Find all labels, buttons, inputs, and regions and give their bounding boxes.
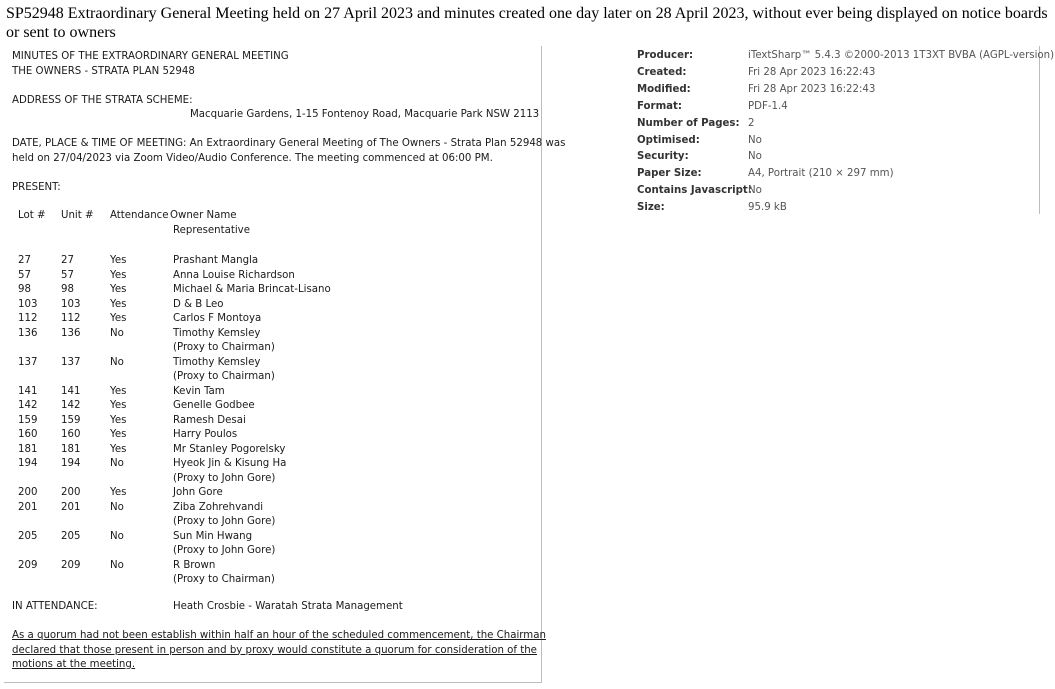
owner-name-cell: Hyeok Jin & Kisung Ha [173, 458, 287, 469]
property-key: Size: [637, 202, 665, 214]
lot-cell: 159 [18, 414, 38, 426]
attendance-cell: No [110, 501, 124, 513]
lot-cell: 27 [18, 255, 31, 266]
property-row [637, 148, 1037, 165]
lot-cell: 201 [18, 501, 38, 513]
attendance-cell: Yes [110, 400, 127, 411]
unit-cell: 137 [61, 356, 81, 368]
column-header-owner: Owner Name [170, 210, 237, 221]
property-key: Format: [637, 100, 683, 112]
lot-cell: 57 [18, 269, 31, 281]
lot-cell: 209 [18, 559, 38, 571]
unit-cell: 205 [61, 530, 81, 542]
owner-name-cell: Timothy Kemsley [173, 327, 261, 339]
address-label: ADDRESS OF THE STRATA SCHEME: [12, 95, 193, 106]
column-header-representative: Representative [173, 224, 250, 236]
property-row [637, 199, 1037, 216]
in-attendance-label: IN ATTENDANCE: [12, 601, 98, 612]
lot-cell: 205 [18, 530, 38, 542]
table-row [4, 254, 534, 269]
property-key: Security: [637, 151, 689, 163]
property-key: Number of Pages: [637, 117, 740, 129]
quorum-statement-line: declared that those present in person and by proxy would constitute a quorum for consideration of the [12, 644, 537, 656]
meeting-details-line: held on 27/04/2023 via Zoom Video/Audio Conference. The meeting commenced at 06:00 PM. [12, 152, 493, 164]
table-row-proxy [4, 370, 534, 385]
document-subheading: THE OWNERS - STRATA PLAN 52948 [12, 65, 195, 77]
unit-cell: 141 [61, 385, 81, 397]
quorum-statement-line: motions at the meeting. [12, 659, 136, 670]
proxy-cell: (Proxy to John Gore) [173, 545, 276, 556]
column-header-unit: Unit # [61, 210, 94, 221]
property-value: Fri 28 Apr 2023 16:22:43 [748, 66, 876, 78]
document-page [4, 46, 566, 683]
owner-name-cell: Ziba Zohrehvandi [173, 501, 264, 513]
lot-cell: 98 [18, 284, 31, 295]
table-row [4, 312, 534, 327]
meeting-details-line: DATE, PLACE & TIME OF MEETING: An Extraordinary General Meeting of The Owners - Strata Plan 52948 was [12, 138, 566, 149]
attendance-cell: No [110, 530, 124, 542]
attendance-cell: No [110, 327, 124, 339]
table-row [4, 428, 534, 443]
table-row [4, 298, 534, 313]
property-row [637, 98, 1037, 115]
table-row [4, 443, 534, 458]
column-header-lot: Lot # [18, 210, 46, 221]
property-row [637, 64, 1037, 81]
lot-cell: 142 [18, 400, 38, 411]
table-row-proxy [4, 341, 534, 356]
lot-cell: 194 [18, 458, 38, 469]
unit-cell: 201 [61, 501, 81, 513]
property-value: A4, Portrait (210 × 297 mm) [748, 168, 894, 180]
proxy-cell: (Proxy to John Gore) [173, 472, 276, 484]
table-row [4, 385, 534, 400]
proxy-cell: (Proxy to John Gore) [173, 516, 276, 527]
owner-name-cell: Carlos F Montoya [173, 313, 262, 324]
table-row-proxy [4, 515, 534, 530]
table-row [4, 327, 534, 342]
unit-cell: 160 [61, 429, 81, 440]
present-label: PRESENT: [12, 182, 61, 193]
unit-cell: 98 [61, 284, 74, 295]
owner-name-cell: Ramesh Desai [173, 414, 246, 426]
table-row [4, 399, 534, 414]
attendance-cell: No [110, 559, 124, 571]
property-value: Fri 28 Apr 2023 16:22:43 [748, 83, 876, 95]
owner-name-cell: D & B Leo [173, 298, 224, 310]
quorum-statement-line: As a quorum had not been establish within half an hour of the scheduled commencement, the Chairman [12, 630, 546, 641]
property-row [637, 81, 1037, 98]
unit-cell: 200 [61, 487, 81, 498]
owner-name-cell: John Gore [173, 487, 223, 498]
page-title: SP52948 Extraordinary General Meeting held on 27 April 2023 and minutes created one day later on 28 April 2023, without ever being displayed on notice boards or sent to owners [6, 5, 1048, 41]
table-row [4, 356, 534, 371]
property-value: No [748, 134, 762, 146]
owner-name-cell: Anna Louise Richardson [173, 269, 295, 281]
lot-cell: 103 [18, 298, 38, 310]
owner-name-cell: Kevin Tam [173, 385, 225, 397]
lot-cell: 136 [18, 327, 38, 339]
unit-cell: 27 [61, 255, 74, 266]
property-value: PDF-1.4 [748, 100, 788, 112]
attendance-cell: Yes [110, 443, 127, 455]
property-key: Created: [637, 66, 687, 78]
lot-cell: 181 [18, 443, 38, 455]
attendance-cell: No [110, 356, 124, 368]
property-value: 2 [748, 117, 755, 129]
table-row [4, 283, 534, 298]
property-key: Contains Javascript: [637, 185, 752, 197]
proxy-cell: (Proxy to Chairman) [173, 371, 275, 382]
property-value: No [748, 151, 762, 163]
property-value: iTextSharp™ 5.4.3 ©2000-2013 1T3XT BVBA (AGPL-version) [748, 50, 1055, 61]
owner-name-cell: Mr Stanley Pogorelsky [173, 443, 286, 455]
owner-name-cell: Timothy Kemsley [173, 356, 261, 368]
proxy-cell: (Proxy to Chairman) [173, 574, 275, 585]
lot-cell: 141 [18, 385, 38, 397]
property-value: 95.9 kB [748, 202, 787, 214]
owner-name-cell: Michael & Maria Brincat-Lisano [173, 284, 331, 295]
table-row [4, 501, 534, 516]
lot-cell: 112 [18, 313, 38, 324]
unit-cell: 209 [61, 559, 81, 571]
unit-cell: 57 [61, 269, 74, 281]
proxy-cell: (Proxy to Chairman) [173, 342, 275, 353]
table-row [4, 486, 534, 501]
property-row [637, 47, 1055, 64]
owner-name-cell: Sun Min Hwang [173, 530, 253, 542]
in-attendance-value: Heath Crosbie - Waratah Strata Management [173, 601, 403, 612]
owner-name-cell: Harry Poulos [173, 429, 238, 440]
property-row [637, 165, 1037, 182]
table-row [4, 457, 534, 472]
column-header-attendance: Attendance [110, 210, 169, 221]
attendance-cell: Yes [110, 313, 127, 324]
attendance-cell: Yes [110, 414, 127, 426]
property-row [637, 115, 1037, 132]
property-key: Paper Size: [637, 168, 702, 180]
unit-cell: 112 [61, 313, 81, 324]
document-properties-panel [633, 46, 1055, 214]
property-row [637, 132, 1037, 149]
unit-cell: 181 [61, 443, 81, 455]
table-row [4, 414, 534, 429]
unit-cell: 142 [61, 400, 81, 411]
unit-cell: 194 [61, 458, 81, 469]
lot-cell: 160 [18, 429, 38, 440]
lot-cell: 200 [18, 487, 38, 498]
owner-name-cell: Prashant Mangla [173, 255, 259, 266]
unit-cell: 103 [61, 298, 81, 310]
unit-cell: 159 [61, 414, 81, 426]
property-value: No [748, 185, 762, 197]
lot-cell: 137 [18, 356, 38, 368]
owner-name-cell: R Brown [173, 559, 216, 571]
owner-name-cell: Genelle Godbee [173, 400, 255, 411]
attendance-cell: Yes [110, 269, 127, 281]
property-key: Optimised: [637, 134, 700, 146]
property-row [637, 182, 1037, 199]
property-key: Modified: [637, 83, 691, 95]
address-value: Macquarie Gardens, 1-15 Fontenoy Road, Macquarie Park NSW 2113 [190, 109, 540, 120]
table-row [4, 559, 534, 574]
table-row-proxy [4, 573, 534, 588]
table-row [4, 269, 534, 284]
attendance-cell: Yes [110, 255, 127, 266]
attendance-cell: Yes [110, 487, 127, 498]
attendance-cell: Yes [110, 429, 127, 440]
table-row [4, 530, 534, 545]
table-row-proxy [4, 472, 534, 487]
document-heading: MINUTES OF THE EXTRAORDINARY GENERAL MEETING [12, 51, 289, 62]
attendance-cell: Yes [110, 385, 127, 397]
attendance-cell: Yes [110, 284, 127, 295]
property-key: Producer: [637, 50, 694, 61]
attendance-cell: No [110, 458, 124, 469]
table-row-proxy [4, 544, 534, 559]
attendance-cell: Yes [110, 298, 127, 310]
unit-cell: 136 [61, 327, 81, 339]
